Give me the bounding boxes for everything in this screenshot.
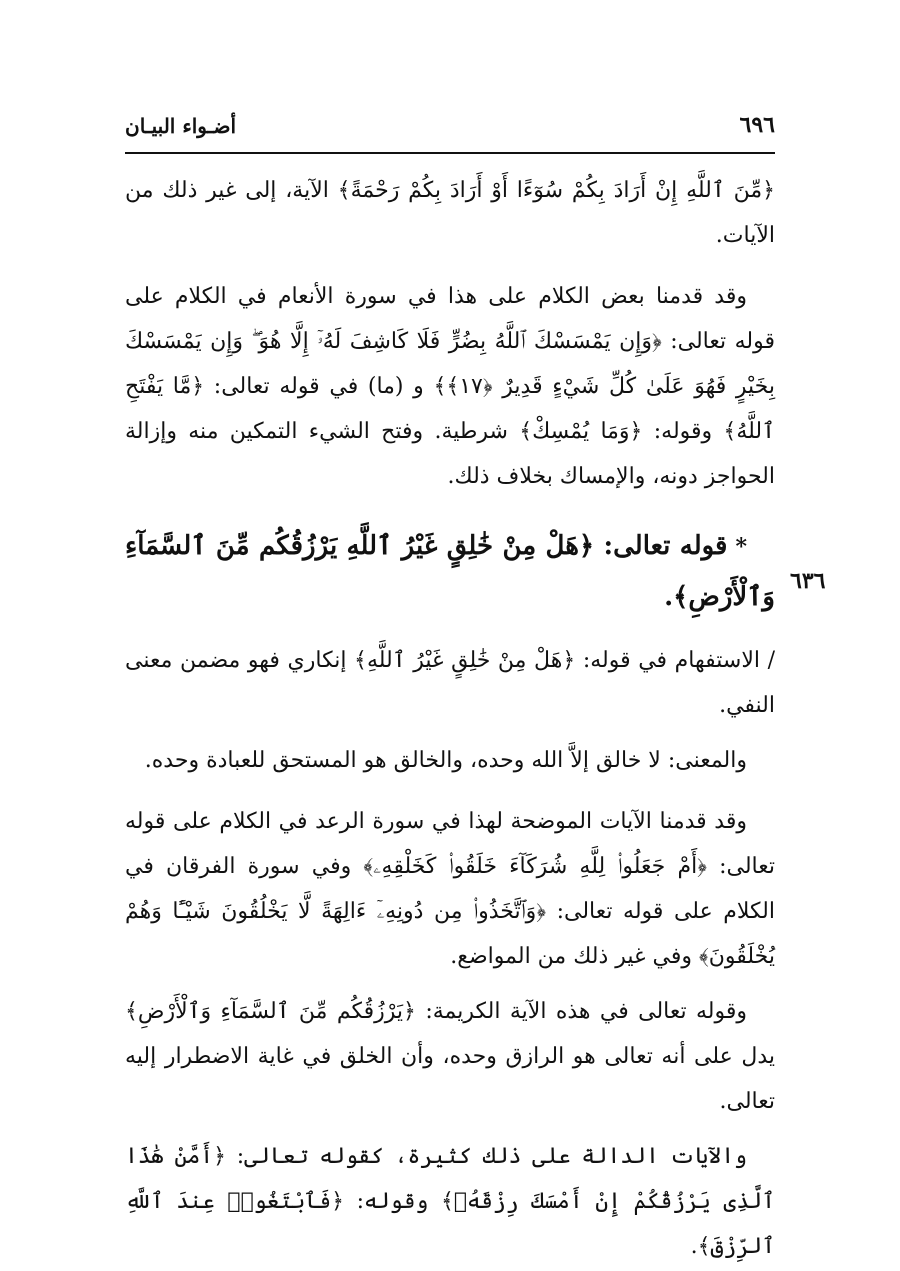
page-number: ٦٩٦ <box>739 112 775 138</box>
paragraph-meaning: والمعنى: لا خالق إلاَّ الله وحده، والخالق هو المستحق للعبادة وحده. <box>144 748 747 773</box>
heading-star-marker: * <box>735 534 747 560</box>
paragraph-interrogative: / الاستفهام في قوله: ﴿هَلْ مِنْ خَٰلِقٍ غَيْرُ ٱللَّهِ﴾ إنكاري فهو مضمن معنى النفي. <box>125 648 775 718</box>
verse-heading <box>125 521 775 622</box>
paragraph-provider: وقوله تعالى في هذه الآية الكريمة: ﴿يَرْزُقُكُم مِّنَ ٱلسَّمَآءِ وَٱلْأَرْضِ﴾ يدل على أنه تعالى هو الرازق وحده، وأن الخلق في غاية الاضطرار إليه تعالى. <box>125 999 775 1114</box>
paragraph-anam-reference: وقد قدمنا بعض الكلام على هذا في سورة الأنعام في الكلام على قوله تعالى: ﴿وَإِن يَمْسَسْكَ ٱللَّهُ بِضُرٍّ فَلَا كَاشِفَ لَهُۥٓ إِلَّا هُوَ ۖ وَإِن يَمْسَسْكَ بِخَيْرٍ فَهُوَ عَلَىٰ كُلِّ شَيْءٍ قَدِيرٌ ﴿١٧﴾﴾ و (ما) في قوله تعالى: ﴿مَّا يَفْتَحِ ٱللَّهُ﴾ وقوله: ﴿وَمَا يُمْسِكْ﴾ شرطية. وفتح الشيء التمكين منه وإزالة الحواجز دونه، والإمساك بخلاف ذلك. <box>125 284 775 489</box>
paragraph-raad-furqan: وقد قدمنا الآيات الموضحة لهذا في سورة الرعد في الكلام على قوله تعالى: ﴿أَمْ جَعَلُوا۟ لِلَّهِ شُرَكَآءَ خَلَقُوا۟ كَخَلْقِهِۦ﴾ وفي سورة الفرقان في الكلام على قوله تعالى: ﴿وَٱتَّخَذُوا۟ مِن دُونِهِۦٓ ءَالِهَةً لَّا يَخْلُقُونَ شَيْـًٔا وَهُمْ يُخْلَقُونَ﴾ وفي غير ذلك من المواضع. <box>125 809 775 969</box>
paragraph-evidence-verses: والآيات الدالة على ذلك كثيرة، كقوله تعالى: ﴿أَمَّنْ هَٰذَا ٱلَّذِى يَرْزُقُكُمْ إِنْ أَمْسَكَ رِزْقَهُۥ﴾ وقوله: ﴿فَٱبْتَغُوا۟ عِندَ ٱللَّهِ ٱلرِّزْقَ﴾. <box>125 1144 775 1259</box>
page-header <box>125 104 775 144</box>
verse-heading-text: قوله تعالى: ﴿هَلْ مِنْ خَٰلِقٍ غَيْرُ ٱللَّهِ يَرْزُقُكُم مِّنَ ٱلسَّمَآءِ وَٱلْأَرْضِ﴾. <box>125 531 775 612</box>
running-title: أضـواء البيـان <box>125 114 237 138</box>
margin-page-reference: ٦٣٦ <box>790 568 826 594</box>
header-rule <box>125 152 775 154</box>
paragraph-continuation: ﴿مِّنَ ٱللَّهِ إِنْ أَرَادَ بِكُمْ سُوٓءًا أَوْ أَرَادَ بِكُمْ رَحْمَةً﴾ الآية، إلى غير ذلك من الآيات. <box>125 178 775 248</box>
page-body <box>125 168 775 1269</box>
